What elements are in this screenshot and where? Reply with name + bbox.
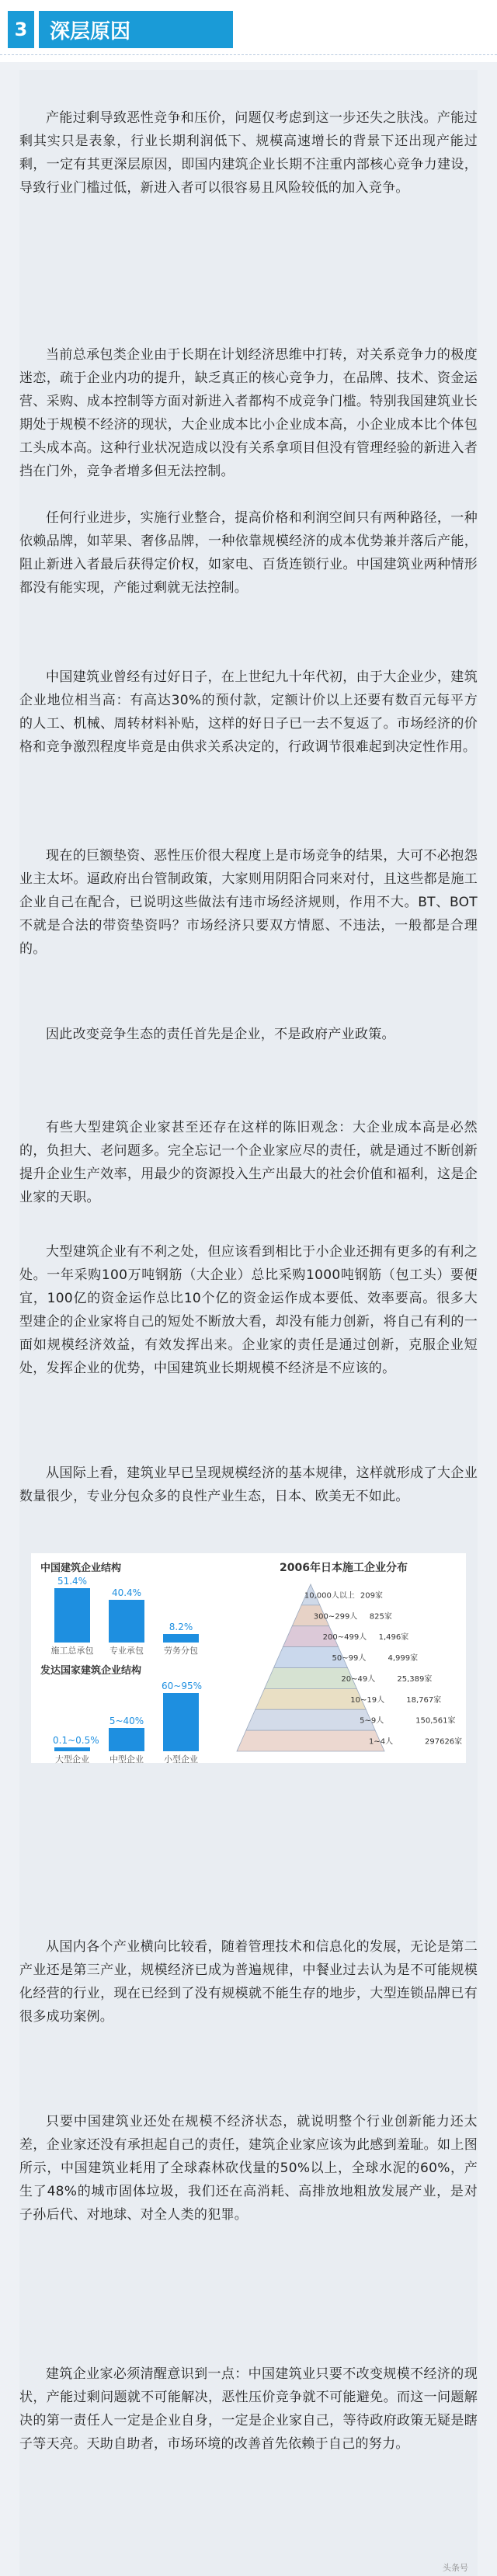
- chart2-value-0: 0.1~0.5%: [53, 1735, 99, 1746]
- pyramid-count-3: 4,999家: [388, 1654, 419, 1663]
- chart1-value-0: 51.4%: [57, 1576, 88, 1587]
- pyramid-range-2: 200~499人: [322, 1633, 367, 1643]
- watermark: 头条号: [443, 2563, 468, 2573]
- pyramid-chart: [31, 1553, 466, 1763]
- pyramid-count-1: 825家: [369, 1612, 392, 1622]
- chart1-category-0: 施工总承包: [50, 1646, 94, 1656]
- pyramid-count-0: 209家: [360, 1591, 383, 1601]
- industry-structure-infographic: [31, 1553, 466, 1763]
- section-title: 深层原因: [39, 11, 233, 48]
- pyramid-tier-7: [237, 1730, 384, 1751]
- paragraph-10: 从国内各个产业横向比较看，随着管理技术和信息化的发展，无论是第二产业还是第三产业，规模经济已成为普遍规律，中餐业过去认为是不可能规模化经营的行业，现在已经到了没有规模就不能生存的地步，大型连锁品牌已有很多成功案例。: [19, 1939, 478, 2025]
- chart2-category-2: 小型企业: [164, 1754, 198, 1764]
- chart2-value-1: 5~40%: [109, 1716, 144, 1726]
- paragraph-1: 产能过剩导致恶性竞争和压价，问题仅考虑到这一步还失之肤浅。产能过剩其实只是表象，行业长期利润低下、规模高速增长的背景下还出现产能过剩，一定有其更深层原因，即国内建筑企业长期不注重内部核心竞争力建设，导致行业门槛过低，新进入者可以很容易且风险较低的加入竞争。: [19, 110, 478, 196]
- pyramid-count-5: 18,767家: [406, 1695, 442, 1705]
- pyramid-title: 2006年日本施工企业分布: [280, 1562, 408, 1574]
- pyramid-range-5: 10~19人: [350, 1695, 385, 1705]
- pyramid-count-7: 297626家: [425, 1737, 463, 1747]
- pyramid-count-4: 25,389家: [397, 1674, 433, 1684]
- paragraph-9: 从国际上看，建筑业早已呈现规模经济的基本规律，这样就形成了大企业数量很少，专业分包众多的良性产业生态，日本、欧美无不如此。: [19, 1465, 478, 1504]
- section-number: 3: [8, 11, 34, 48]
- chart2-category-0: 大型企业: [55, 1754, 89, 1764]
- paragraph-7: 有些大型建筑企业家甚至还存在这样的陈旧观念：大企业成本高是必然的，负担大、老问题多。完全忘记一个企业家应尽的责任，就是通过不断创新提升企业生产效率，用最少的资源投入生产出最大的社会价值和福利，这是企业家的天职。: [19, 1120, 478, 1205]
- chart2-value-2: 60~95%: [162, 1681, 202, 1691]
- pyramid-range-6: 5~9人: [360, 1716, 384, 1726]
- pyramid-range-3: 50~99人: [332, 1654, 367, 1663]
- section-header: [0, 0, 497, 62]
- pyramid-range-4: 20~49人: [341, 1674, 376, 1684]
- chart1-category-2: 劳务分包: [164, 1646, 198, 1656]
- paragraph-11: 只要中国建筑业还处在规模不经济状态，就说明整个行业创新能力还太差，企业家还没有承担起自己的责任，建筑企业家应该为此感到羞耻。如上图所示，中国建筑业耗用了全球森林砍伐量的50%以上，全球水泥的60%，产生了48%的城市固体垃圾，我们还在高消耗、高排放地粗放发展产业，是对子孙后代、对地球、对全人类的犯罪。: [19, 2114, 478, 2223]
- chart1-value-2: 8.2%: [169, 1621, 193, 1632]
- paragraph-3: 任何行业进步，实施行业整合，提高价格和利润空间只有两种路径，一种依赖品牌，如苹果、奢侈品牌，一种依靠规模经济的成本优势兼并落后产能，阻止新进入者最后获得定价权，如家电、百货连锁行业。中国建筑业两种情形都没有能实现，产能过剩就无法控制。: [19, 510, 478, 596]
- paragraph-6: 因此改变竞争生态的责任首先是企业，不是政府产业政策。: [46, 1027, 395, 1042]
- pyramid-tier-6: [246, 1709, 375, 1730]
- chart1-category-1: 专业承包: [109, 1646, 144, 1656]
- pyramid-tier-5: [255, 1688, 367, 1709]
- chart1-title: 中国建筑企业结构: [40, 1563, 122, 1574]
- pyramid-range-0: 10,000人以上: [304, 1591, 355, 1601]
- paragraph-5: 现在的巨额垫资、恶性压价很大程度上是市场竞争的结果，大可不必抱怨业主太坏。逼政府出台管制政策，大家则用阴阳合同来对付，且这些都是施工企业自己在配合，已说明这些做法有违市场经济规则，作用不大。BT、BOT不就是合法的带资垫资吗？市场经济只要双方情愿、不违法，一般都是合理的。: [19, 848, 478, 957]
- header-divider: [0, 54, 497, 55]
- pyramid-range-1: 300~299人: [313, 1612, 358, 1622]
- pyramid-count-2: 1,496家: [378, 1633, 409, 1643]
- chart2-title: 发达国家建筑企业结构: [40, 1665, 142, 1677]
- chart2-category-1: 中型企业: [109, 1754, 144, 1764]
- pyramid-range-7: 1~4人: [369, 1737, 394, 1747]
- paragraph-4: 中国建筑业曾经有过好日子，在上世纪九十年代初，由于大企业少，建筑企业地位相当高：有高达30%的预付款，定额计价以上还要有数百元每平方的人工、机械、周转材料补贴，这样的好日子已一去不复返了。市场经济的价格和竞争激烈程度毕竟是由供求关系决定的，行政调节很难起到决定性作用。: [19, 669, 478, 755]
- paragraph-12: 建筑企业家必须清醒意识到一点：中国建筑业只要不改变规模不经济的现状，产能过剩问题就不可能解决，恶性压价竞争就不可能避免。而这一问题解决的第一责任人一定是企业自身，一定是企业家自己，等待政府政策无疑是瞎子等天亮。天助自助者，市场环境的改善首先依赖于自己的努力。: [19, 2366, 478, 2452]
- chart1-value-1: 40.4%: [111, 1587, 142, 1598]
- paragraph-8: 大型建筑企业有不利之处，但应该看到相比于小企业还拥有更多的有利之处。一年采购100万吨钢筋（大企业）总比采购1000吨钢筋（包工头）要便宜，100亿的资金运作总比10个亿的资金运作成本要低、效率要高。很多大型建企的企业家将自己的短处不断放大看，却没有能力创新，将自己有利的一面如规模经济效益，有效发挥出来。企业家的责任是通过创新，克服企业短处，发挥企业的优势，中国建筑业长期规模不经济是不应该的。: [19, 1244, 478, 1376]
- pyramid-count-6: 150,561家: [415, 1716, 456, 1726]
- paragraph-2: 当前总承包类企业由于长期在计划经济思维中打转，对关系竞争力的极度迷恋，疏于企业内功的提升，缺乏真正的核心竞争力，在品牌、技术、资金运营、采购、成本控制等方面对新进入者都构不成竞争门槛。特别我国建筑业长期处于规模不经济的现状，大企业成本比小企业成本高，小企业成本比个体包工头成本高。这种行业状况造成以没有关系拿项目但没有管理经验的新进入者挡在门外，竞争者增多但无法控制。: [19, 347, 478, 479]
